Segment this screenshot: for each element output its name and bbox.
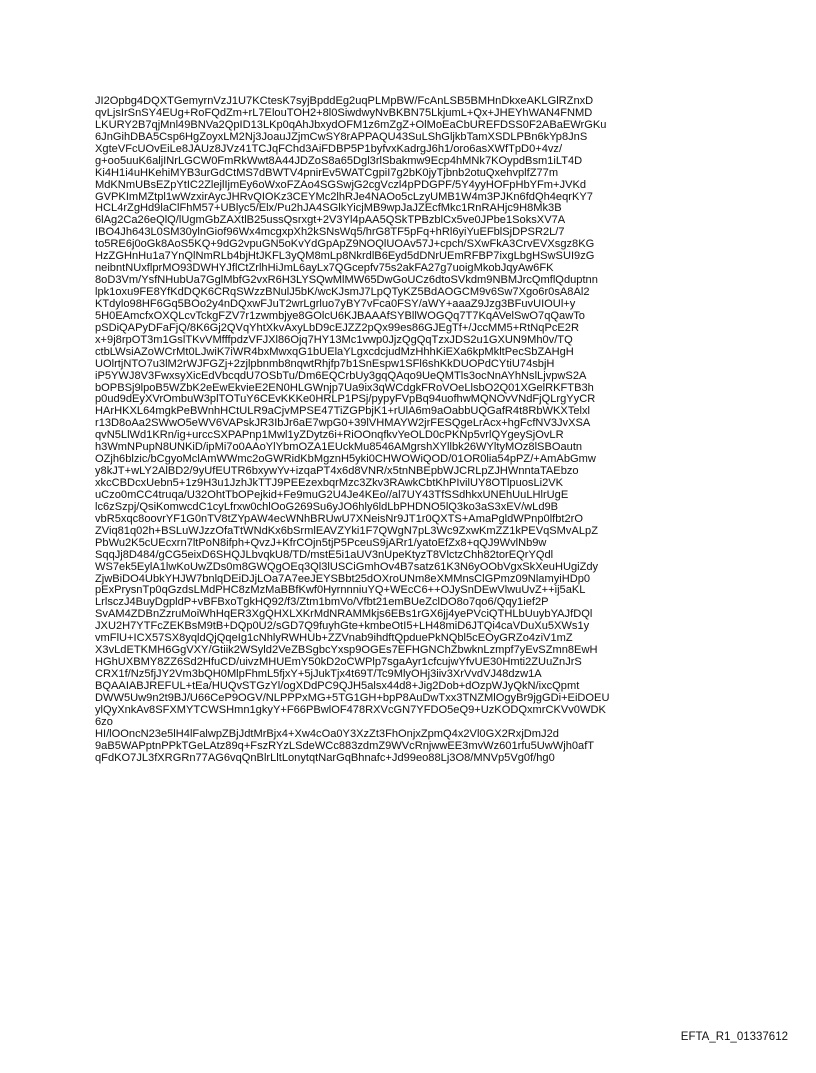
encoded-text-line: neibntNUxflprMO93DWHYJflCtZrlhHiJmL6ayLx7QGcepfv75s2akFA27g7uoigMkobJqyAw6FK [95, 262, 554, 275]
encoded-text-line: SqqJj8D484/gCG5eixD6SHQJLbvqkU8/TD/mstE5i1aUV3nUpeKtyzT8VlctzChh82torEQrYQdl [95, 548, 554, 561]
encoded-text-line: LKURY2B7qjMnl49BNVa2QpID13LKp0qAhJbxydOFM1z6mZgZ+OlMoEaCbUREFDSS0F2ABaEWrGKu [95, 118, 607, 131]
encoded-text-line: LrlsczJ4BuyDgpldP+vBFBxoTgkHQ92/f3/Ztm1bmVo/Vfbt21emBUeZclDO8o7qo6/Qqy1ief2P [95, 596, 549, 609]
encoded-text-line: HzZGHnHu1a7YnQlNmRLb4bjHtJKFL3yQM8mLp8NkrdlB6Eyd5dDNrUEmRFBP7ixgLbgHSwSUI9zG [95, 250, 595, 263]
encoded-text-line: x+9j8rpOT3m1GslTKvVMfffpdzVFJXl86Ojq7HY13Mc1vwp0JjzQgQqTzxJDS2u1GXUN9Mh0v/TQ [95, 333, 573, 346]
encoded-text-line: HArHKXL64mgkPeBWnhHCtULR9aCjvMPSE47TiZGPbjK1+rUlA6m9aOabbUQGafR4t8RbWKXTelxl [95, 405, 590, 418]
encoded-text-line: vmFlU+ICX57SX8yqldQjQqeIg1cNhlyRWHUb+ZZVnab9ihdftQpduePkNQbl5cEOyGRZo4ziV1mZ [95, 632, 573, 645]
encoded-text-line: Ki4H1i4uHKehiMYB3urGdCtMS7dBWTV4pnirEv5WATCgpiI7g2bK0jyTjbnb2otuQxehvplfZ77m [95, 166, 559, 179]
encoded-text-line: ctbLWsiAZoWCrMt0LJwiK7iWR4bxMwxqG1bUElaYLgxcdcjudMzHhhKiEXa6kpMkltPecSbZAHgH [95, 345, 574, 358]
encoded-text-line: 8oD3Vm/YsfNHubUa7GglMbfG2vxR6H3LYSQwMlMW65DwGoUCz6dtoSVkdm9NBMJrcQmflQduptnn [95, 274, 598, 287]
encoded-text-line: ylQyXnkAv8SFXMYTCWSHmn1gkyY+F66PBwlOF478RXVcGN7YFDO5eQ9+UzKODQxmrCKVv0WDK [95, 703, 606, 716]
encoded-text-line: BQAAIABJREFUL+tEa/HUQvSTGzYl/ogXDdPC9QJH5alsx44d8+Jig2Dob+dOzpWJyQkN/ixcQpmt [95, 679, 580, 692]
encoded-text-line: MdKNmUBsEZpYtIC2ZlejlIjmEy6oWxoFZAo4SGSwjG2cgVczl4pPDGPF/5Y4yyHOFpHbYFm+JVKd [95, 178, 587, 191]
encoded-text-line: ZViq81q02h+BSLuWJzzOfaTtWNdKx6bSrmlEAVZYki1F7QWgN7pL3Wc9ZxwKmZZ1kPEVqSMvALpZ [95, 524, 598, 537]
encoded-text-line: HI/lOOncN23e5lH4lFalwpZBjJdtMrBjx4+Xw4cOa0Y3XzZt3FhOnjxZpmQ4x2Vl0GX2RxjDmJ2d [95, 727, 559, 740]
encoded-text-line: vbR5xqc8oovrYF1G0nTV8tZYpAW4ecWNhBRUwU7XNeisNr9JT1r0QXTS+AmaPgldWPnp0lfbt2rO [95, 512, 583, 525]
encoded-text-line: KTdylo98HF6Gq5BOo2y4nDQxwFJuT2wrLgrluo7yBY7vFca0FSY/aWY+aaaZ9Jzg3BFuvUIOUl+y [95, 297, 576, 310]
encoded-text-line: y8kJT+wLY2AlBD2/9yUfEUTR6bxywYv+izqaPT4x6d8VNR/x5tnNBEpbWJCRLpZJHWnntaTAEbzo [95, 465, 579, 478]
encoded-text-line: p0ud9dEyXVrOmbuW3plTOTuY6CEvKKKe0HRLP1PSj/pypyFVpBq94uofhwMQNOvVNdFjQLrgYyCR [95, 393, 596, 406]
encoded-text-line: bOPBSj9lpoB5WZbK2eEwEkvieE2EN0HLGWnjp7Ua9ix3qWCdgkFRoVOeLlsbO2Q01XGelRKFTB3h [95, 381, 594, 394]
encoded-text-line: SvAM4ZDBnZzruMoiWhHqER3XgQHXLXKrMdNRAMMkjs6EBs1rGX6jj4yePVciQTHLbUuybYAJfDQl [95, 608, 593, 621]
encoded-text-line: PbWu2K5cUEcxrn7ltPoN8ifph+QvzJ+KfrCOjn5tjP5PceuS9jARr1/yatoEfZx8+qQJ9WvlNb9w [95, 536, 547, 549]
encoded-text-line: qFdKO7JL3fXRGRn77AG6vqQnBlrLltLonytqtNarGqBhnafc+Jd99eo88Lj3O8/MNVp5Vg0f/hg0 [95, 751, 555, 764]
encoded-text-line: 6JnGihDBA5Csp6HgZoyxLM2Nj3JoauJZjmCwSY8rAPPAQU43SuLShGljkbTamXSDLPBn6kYp8JnS [95, 130, 588, 143]
encoded-text-line: h3WmNPupN8UNKiD/ipMi7o0AAoYlYbmOZA1EUckMu8546AMgrshXYllbk26WYltyMOz8lSBOautn [95, 441, 583, 454]
encoded-text-line: JXU2H7YTFcZEKBsM9tB+DQp0U2/sGD7Q9fuyhGte+kmbeOtI5+LH48miD6JTQi4caVDuXu5XWs1y [95, 620, 590, 633]
encoded-text-line: lpk1oxu9FE8YfKdDQK6CRqSWzzBNulJ5bK/wcKJsmJ7LpQTyKZ5BdAOGCM9v6Sw7Xgo6r0sA8Al2 [95, 286, 590, 298]
encoded-text-line: uCzo0mCC4truqa/U32OhtTbOPejkid+Fe9muG2U4Je4KEo//al7UY43TfSSdhkxUNEhUuLHlrUgE [95, 488, 569, 501]
encoded-text-line: UOlrtjNTO7u3lM2rWJFGZj+2zjlpbnmb8nqwtRhjfp7b1SnEspw1SFl6shKkDUOPdCYtiU74sbjH [95, 357, 555, 370]
encoded-text-block [95, 96, 785, 765]
encoded-text-line: g+oo5uuK6aljINrLGCW0FmRkWwt8A44JDZoS8a65Dgl3rlSbakmw9Ecp4hMNk7KOypdBsm1iLT4D [95, 154, 583, 167]
encoded-text-line: ZjwBiDO4UbkYHJW7bnlqDEiDJjLOa7A7eeJEYSBbt25dOXroUNm8eXMMnsClGPmz09NlamyiHDp0 [95, 572, 591, 585]
encoded-text-line: xkcCBDcxUebn5+1z9H3u1JzhJkTTJ9PEEzexbqrMzc3Zkv3RAwkCbtKhPIvilUY8OTlpuosLi2VK [95, 477, 564, 489]
encoded-text-line: OZjh6blzic/bCgyoMclAmWWmc2oGWRidKbMgznH5yki0CHWOWiQOD/01OR0lia54pPZ/+AmAbGmw [95, 453, 596, 466]
encoded-text-line: r13D8oAa2SWwO5eWV6VAPskJR3IbJr6aE7wpG0+39lVHMAYW2jrFESQgeLrAcx+hgFcfNV3JvXSA [95, 417, 591, 430]
encoded-text-line: 5H0EAmcfxOXQLcvTckgFZV7r1zwmbjye8GOlcU6KJBAAAfSYBllWOGQq7T7KqAVelSwO7qQawTo [95, 309, 585, 322]
encoded-text-line: HGhUXBMY8ZZ6Sd2HfuCD/uivzMHUEmY50kD2oCWPlp7sgaAyr1cfcujwYfvUE30Hmti2ZUuZnJrS [95, 656, 582, 669]
encoded-text-line: iP5YWJ8V3FwxsyXicEdVbcqdU7OSbTu/Dm6EQCrbUy3gqQAqo9UeQMTls3ocNnAYhNslLjvpwS2A [95, 369, 587, 382]
document-id-footer: EFTA_R1_01337612 [680, 1031, 788, 1043]
encoded-text-line: WS7ek5EylA1lwKoUwZDs0m8GWQgOEq3Ql3lUSCiGmhOv4B7satz61K3N6yOObVgxSkXeuHUgiZdy [95, 560, 599, 573]
encoded-text-line: to5RE6j0oGk8AoS5KQ+9dG2vpuGN5oKvYdGpApZ9NOQlUOAv57J+cpch/SXwFkA3CrvEVXsgz8KG [95, 238, 595, 251]
encoded-text-line: pExPrysnTp0qGzdsLMdPHC8zMzMaBBfKwf0HyrnnniuYQ+WEcC6++OJySnDEwVlwuUvZ++ij5aKL [95, 584, 586, 597]
encoded-text-line: IBO4Jh643L0SM30ylnGiof96Wx4mcgxpXh2kSNsWq5/hrG8TF5pFq+hRl6yiYuEFblSjDPSR2L/7 [95, 226, 565, 239]
encoded-text-line: HCL4rZgHd9laClFhM57+UBlyc5/Elx/Pu2hJA4SGlkYicjMB9wpJaJZEcfMkc1RnRAHjc9H8Mk3B [95, 202, 562, 215]
encoded-text-line: pSDiQAPyDFaFjQ/8K6Gj2QVqYhtXkvAxyLbD9cEJZZ2pQx99es86GJEgTf+/JccMM5+RtNqPcE2R [95, 321, 579, 334]
encoded-text-line: 6lAg2Ca26eQlQ/lUgmGbZAXtlB25ussQsrxgt+2V3Yl4pAA5QSkTPBzblCx5ve0JPbe1SoksXV7A [95, 214, 566, 227]
encoded-text-line: 6zo [95, 715, 113, 728]
encoded-text-line: GVPKImMZtpl1wWzxirAycJHRvQIOKz3CEYMc2lhRJe4NAOo5cLzyUMB1W4m3PJKn6fdQh4eqrKY7 [95, 190, 593, 203]
encoded-text-line: qvN5LlWd1KRn/ig+urccSXPAPnp1Mwl1yZDytz6i+RiOOnqfkvYeOLD0cPKNp5vrlQYgeySjOvLR [95, 429, 564, 442]
encoded-text-line: X3vLdETKMH6GgVXY/Gtiik2WSyld2VeZBSgbcYxsp9OGEs7EFHGNChZbwknLzmpf7yEvSZmn8EwH [95, 644, 598, 657]
encoded-text-line: CRX1f/Nz5fjJY2Vm3bQH0MlpFhmL5fjxY+5jJukTjx4t69T/Tc9MlyOHj3iiv3XrVvdVJ48dzw1A [95, 668, 542, 680]
encoded-text-line: JI2Opbg4DQXTGemyrnVzJ1U7KCtesK7syjBpddEg2uqPLMpBW/FcAnLSB5BMHnDkxeAKLGlRZnxD [95, 95, 594, 107]
encoded-text-line: lc6zSzpj/QsiKomwcdC1cyLfrxw0chlOoG269Su6yJO6hly6ldLbPHDNO5lQ3ko3aS3xEV/wLd9B [95, 500, 559, 513]
encoded-text-line: qvLjsIrSnSY4EUg+RoFQdZm+rL7ElouTOH2+8l0SiwdwyNvBKBN75LkjumL+Qx+JHEYhWAN4FNMD [95, 106, 593, 119]
encoded-text-line: DWW5Uw9n2t9BJ/U66CeP9OGV/NLPPPxMG+5TG1GH+bpP8AuDwTxx3TNZMlOgyBr9jgGDi+EiDOEU [95, 691, 610, 704]
encoded-text-line: XgteVFcUOvEiLe8JAUz8JVz41TCJqFChd3AiFDBP5P1byfvxKadrgJ6h1/oro6asXWfTpD0+4vz/ [95, 142, 563, 155]
encoded-text-line: 9aB5WAPptnPPkTGeLAtz89q+FszRYzLSdeWCc883zdmZ9WVcRnjwwEE3mvWz601rfu5UwWjh0afT [95, 739, 595, 752]
